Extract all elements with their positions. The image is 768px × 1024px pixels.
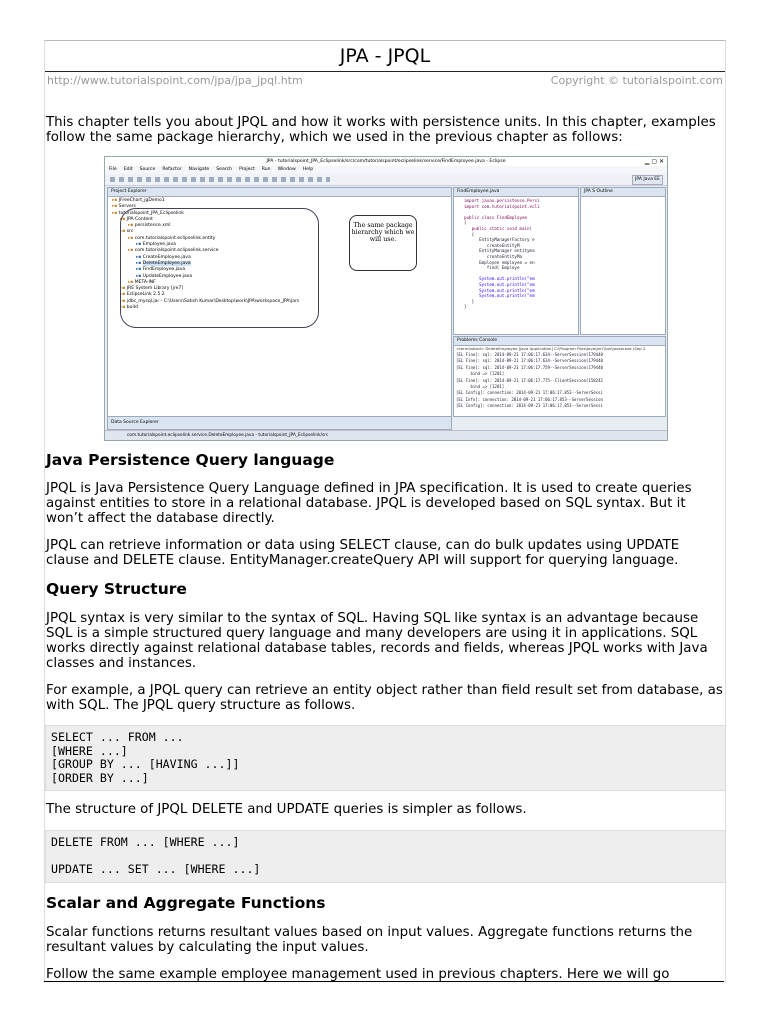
menu-item[interactable]: Run	[261, 167, 271, 172]
editor-tab: FindEmployee.java	[454, 188, 578, 197]
console-output	[456, 352, 603, 410]
menu-item[interactable]: Navigate	[188, 167, 210, 172]
menu-item[interactable]: Edit	[123, 167, 133, 172]
code-line: System.out.println("em	[464, 287, 535, 293]
toolbar-icons	[110, 177, 330, 182]
tree-item-label: JFreeChart_jgDemo1	[118, 198, 165, 203]
data-source-tab: Data Source Explorer	[108, 417, 451, 430]
menu-item[interactable]: File	[109, 167, 117, 172]
paragraph-jpql-capabilities: JPQL can retrieve information or data using SELECT clause, can do bulk updates using UPDATE clause and DELETE clause. EntityManager.createQuery API will support for querying language.	[46, 538, 680, 568]
tree-item-label: tutorialspoint_JPA_Eclipselink	[118, 210, 184, 216]
status-text: com.tutorialspoint.eclipselink.service.DeleteEmployee.java - tutorialspoint_JPA_Eclipselink/src	[127, 433, 329, 438]
console-line: bind => [1201]	[456, 384, 505, 390]
java-file-icon: ▸▪	[136, 267, 143, 273]
menu-item[interactable]: Help	[302, 167, 314, 172]
folder-icon: ▸▪	[112, 204, 119, 210]
tree-item-label: META-INF	[134, 279, 156, 285]
copyright: Copyright © tutorialspoint.com	[550, 74, 723, 87]
tree-item-label: UpdateEmployee.java	[142, 273, 193, 279]
tree-item-label: com.tutorialspoint.eclipselink.entity	[134, 235, 216, 241]
tree-item-label: FindEmployee.java	[142, 267, 186, 273]
hierarchy-highlight-ellipse	[120, 208, 319, 328]
paragraph-syntax: JPQL syntax is very similar to the syntax of SQL. Having SQL like syntax is an advantage because SQL is a simple structured query language and many developers are using it in applications. SQL works directly against relational database tables, records and fields, whereas JPQL works with Java classes and instances.	[46, 611, 708, 671]
folder-icon: ▸▪	[120, 305, 127, 311]
tree-item-label: persistence.xml	[134, 223, 171, 229]
data-source-panel	[107, 416, 452, 431]
java-file-icon: ▸▪	[136, 273, 143, 279]
folder-icon: ▸▪	[112, 198, 119, 203]
tree-item-label: jdbc_mysql.jar - C:\Users\Satish Kumar\Desktop\work\JPA\workspace_JPA\jars	[126, 298, 300, 304]
console-line: [EL Config]: connection: 2014-09-21 17:06:17.853--ServerSessi	[456, 390, 603, 396]
code-line: find( Employe	[464, 265, 520, 271]
outline-tabs: JPA S Outline	[581, 188, 665, 197]
source-url[interactable]: http://www.tutorialspoint.com/jpa/jpa_jpql.htm	[47, 74, 303, 87]
code-line: System.out.println("em	[464, 293, 535, 299]
paragraph-jpql-definition: JPQL is Java Persistence Query Language defined in JPA specification. It is used to create queries against entities to store in a relational database. JPQL is developed based on SQL syntax. But it won’t affect the database directly.	[46, 481, 692, 526]
footer-rule	[44, 981, 724, 982]
page-title: JPA - JPQL	[339, 45, 431, 67]
paragraph-follow: Follow the same example employee management used in previous chapters. Here we will go	[46, 967, 670, 982]
tree-item-label: com.tutorialspoint.eclipselink.service	[134, 248, 219, 254]
paragraph-scalar: Scalar functions returns resultant values based on input values. Aggregate functions returns the resultant values by calculating the input values.	[46, 925, 693, 955]
perspective-switcher: JPA Java EE	[632, 175, 663, 185]
java-file-icon: ▸▪	[136, 260, 143, 266]
tree-item-label: DeleteEmployee.java	[142, 260, 191, 266]
code-delete-update-structure: DELETE FROM ... [WHERE ...] UPDATE ... SET ... [WHERE ...]	[45, 830, 726, 883]
editor-panel	[453, 187, 579, 335]
menu-bar	[105, 166, 668, 174]
console-line: [EL Fine]: sql: 2014-09-21 17:06:17.775--ClientSession(158242	[456, 377, 603, 383]
folder-icon: ▸▪	[128, 223, 135, 229]
folder-icon: ▸▪	[112, 210, 119, 216]
intro-paragraph: This chapter tells you about JPQL and how it works with persistence units. In this chapter, examples follow the same package hierarchy, which we used in the previous chapter as follows:	[46, 115, 716, 145]
menu-item[interactable]: Source	[139, 167, 156, 172]
code-line: createEntityM	[464, 242, 520, 248]
code-line: public static void main(	[464, 225, 533, 231]
folder-icon: ▸▪	[128, 279, 135, 285]
tree-item-label: CreateEmployee.java	[142, 254, 191, 260]
eclipse-screenshot	[104, 156, 668, 441]
heading-scalar-aggregate: Scalar and Aggregate Functions	[46, 894, 326, 912]
code-select-structure: SELECT ... FROM ... [WHERE ...] [GROUP BY ... [HAVING ...]] [ORDER BY ...]	[45, 725, 726, 791]
console-line: bind => [1201]	[456, 371, 505, 377]
code-line: Employee employee = en	[464, 259, 535, 265]
tree-item-label: Servers	[118, 204, 136, 210]
code-line: createEntityMa	[464, 253, 522, 259]
menu-item[interactable]: Search	[216, 167, 233, 172]
code-line: }	[464, 298, 475, 304]
console-line: [EL Fine]: sql: 2014-09-21 17:06:17.634--ServerSession(179440	[456, 352, 603, 357]
header-rule	[45, 71, 725, 72]
outline-panel	[580, 187, 666, 335]
code-line: System.out.println("em	[464, 281, 535, 287]
paragraph-delete-update: The structure of JPQL DELETE and UPDATE queries is simpler as follows.	[46, 802, 527, 817]
console-panel	[453, 336, 666, 417]
console-line: [EL Config]: connection: 2014-09-21 17:06:17.853--ServerSessi	[456, 403, 603, 409]
folder-icon: ▸▪	[120, 292, 127, 298]
code-line: {	[464, 220, 467, 226]
project-explorer-tab: Project Explorer	[108, 188, 451, 197]
folder-icon: ▸▪	[128, 248, 135, 254]
window-controls-icon: ▁ ▢ ✕	[644, 158, 664, 165]
menu-item[interactable]: Project	[239, 167, 255, 172]
document-page	[44, 40, 726, 983]
tree-item-label: src	[126, 229, 134, 235]
folder-icon: ▸▪	[120, 229, 127, 235]
menu-item[interactable]: Window	[277, 167, 296, 172]
tree-item-label: Employee.java	[142, 242, 176, 248]
code-line: System.out.println("em	[464, 276, 535, 282]
callout-text: The same package hierarchy which we will use.	[351, 222, 415, 244]
project-explorer-panel	[107, 187, 452, 417]
java-file-icon: ▸▪	[136, 254, 143, 260]
console-tabs: Problems Console	[454, 337, 665, 346]
console-line: [EL Info]: connection: 2014-09-21 17:06:17.853--ServerSession	[456, 396, 603, 402]
code-line: EntityManager entityma	[464, 248, 535, 254]
console-header: <terminated> DeleteEmployee [Java Application] C:\Program Files\Java\jre7\bin\javaw.exe (Sep 2	[456, 346, 646, 351]
menu-item[interactable]: Refactor	[162, 167, 182, 172]
tree-item-label: EclipseLink 2.5.2	[126, 292, 165, 298]
status-bar	[105, 430, 668, 441]
heading-jpql: Java Persistence Query language	[46, 451, 335, 469]
tree-item-label: build	[126, 305, 138, 311]
tree-item-label: JPA Content	[126, 216, 153, 222]
tree-item-label: JRE System Library [jre7]	[126, 286, 183, 292]
java-file-icon: ▸▪	[136, 242, 143, 248]
folder-icon: ▸▪	[120, 286, 127, 292]
eclipse-toolbar	[105, 174, 667, 186]
folder-icon: ▸▪	[120, 216, 127, 222]
code-line: {	[464, 231, 475, 237]
code-line: import javax.persistence.Persi	[464, 198, 540, 203]
paragraph-example: For example, a JPQL query can retrieve an entity object rather than field result set from database, as with SQL. The JPQL query structure as follows.	[46, 683, 723, 713]
callout-bubble	[349, 215, 417, 271]
console-line: [EL Fine]: sql: 2014-09-21 17:06:17.759--ServerSession(179440	[456, 364, 603, 370]
code-line: }	[464, 304, 467, 310]
code-line: public class FindEmployee	[464, 214, 528, 220]
code-line: EntityManagerFactory e	[464, 237, 535, 243]
editor-code	[464, 198, 540, 310]
heading-query-structure: Query Structure	[46, 580, 187, 598]
code-line: import com.tutorialspoint.ecli	[464, 203, 540, 209]
folder-icon: ▸▪	[128, 235, 135, 241]
window-title: JPA - tutorialspoint_JPA_Eclipselink/src/com/tutorialspoint/eclipselink/service/FindEmployee.java - Eclipse	[266, 159, 506, 164]
console-line: [EL Fine]: sql: 2014-09-21 17:06:17.634--ServerSession(179440	[456, 358, 603, 364]
folder-icon: ▸▪	[120, 298, 127, 304]
